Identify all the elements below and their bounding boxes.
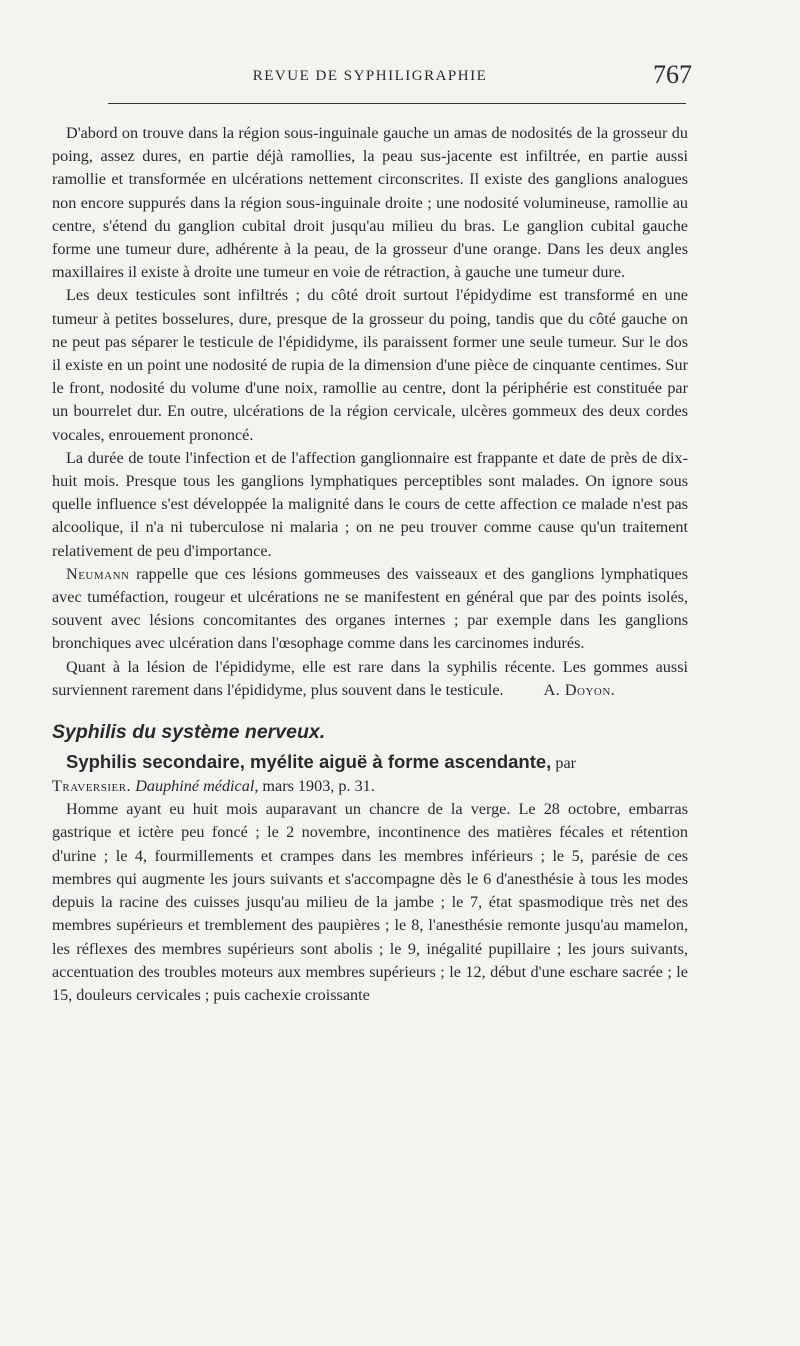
- paragraph: La durée de toute l'infection et de l'affection ganglionnaire est frappante et date de près de dix-huit mois. Presque tous les ganglions lymphatiques perceptibles sont malades. On ignore sous quelle influence s'est développée la malignité dans le cours de cette affection ce malade n'est pas alcoolique, il n'a ni tuberculose ni malaria ; on ne peu trouver comme cause qu'un traitement relativement de peu d'importance.: [52, 448, 688, 560]
- author-name: Neumann: [66, 564, 130, 583]
- article-body: Homme ayant eu huit mois auparavant un chancre de la verge. Le 28 octobre, embarras gastrique et ictère peu foncé ; le 2 novembre, incontinence des matières fécales et rétention d'urine ; le 4, fourmillements et crampes dans les membres inférieurs ; le 5, parésie de ces membres qui augmente les jours suivants et s'accompagne dès le 6 d'anesthésie à tous les modes depuis la racine des cuisses jusqu'au milieu de la jambe ; le 7, état spasmodique très net des membres supérieurs et tremblement des paupières ; le 8, l'anesthésie remonte jusqu'au mamelon, les réflexes des membres supérieurs sont abolis ; le 9, inégalité pupillaire ; les jours suivants, accentuation des troubles moteurs aux membres supérieurs ; le 12, début d'une eschare sacrée ; le 15, douleurs cervicales ; puis cachexie croissante: [52, 800, 688, 1004]
- paragraph: [52, 563, 688, 656]
- article-citation: mars 1903, p. 31.: [258, 777, 375, 796]
- page-header: [52, 60, 692, 100]
- article-title: Syphilis secondaire, myélite aiguë à forme ascendante,: [66, 751, 552, 773]
- article-heading: [66, 750, 688, 775]
- paragraph: D'abord on trouve dans la région sous-inguinale gauche un amas de nodosités de la grosseur du poing, assez dures, en partie déjà ramollies, la peau sus-jacente est infiltrée, en partie aussi ramollie et transformée en ulcérations nettement circonscrites. Il existe des ganglions analogues non encore suppurés dans la région sous-inguinale droite ; une nodosité volumineuse, ramollie au centre, s'étend du ganglion cubital droit jusqu'au milieu du bras. Le ganglion cubital gauche forme une tumeur dure, adhérente à la peau, de la grosseur d'une orange. Dans les deux angles maxillaires il existe à droite une tumeur en voie de rétraction, à gauche une tumeur dure.: [52, 124, 688, 282]
- article-author: Traversier.: [52, 777, 132, 796]
- page-number: 767: [653, 60, 692, 89]
- article-source: [52, 775, 688, 798]
- paragraph-with-signature: [52, 656, 688, 702]
- article-by: par: [551, 754, 577, 773]
- header-rule: [108, 103, 686, 104]
- section-title: Syphilis du système nerveux.: [52, 721, 326, 744]
- article-journal: Dauphiné médical,: [135, 777, 259, 796]
- paragraph: Les deux testicules sont infiltrés ; du côté droit surtout l'épidydime est transformé en une tumeur à petites bosselures, dure, presque de la grosseur du poing, tandis que du côté gauche on ne peut pas séparer le testicule de l'épididyme, ils paraissent former une seule tumeur. Sur le dos il existe en un point une nodosité de rupia de la dimension d'une pièce de cinquante centimes. Sur le front, nodosité du volume d'une noix, ramollie au centre, dont la périphérie est constituée par un bourrelet dur. En outre, ulcérations de la région cervicale, ulcères gommeux des deux cordes vocales, enrouement prononcé.: [52, 286, 688, 444]
- signature: A. Doyon.: [543, 680, 616, 699]
- paragraph-text: rappelle que ces lésions gommeuses des vaisseaux et des ganglions lymphatiques avec tuméfaction, rougeur et ulcérations ne se manifestent en général que par des points isolés, souvent avec lésions concomitantes des organes internes ; par exemple dans les ganglions bronchiques avec ulcération dans l'œsophage comme dans les carcinomes indurés.: [52, 564, 688, 653]
- paragraph-text: Quant à la lésion de l'épididyme, elle est rare dans la syphilis récente. Les gommes aussi surviennent rarement dans l'épididyme, plus souvent dans le testicule.: [52, 657, 688, 699]
- running-title: REVUE DE SYPHILIGRAPHIE: [252, 68, 488, 84]
- page-body: [52, 122, 688, 1007]
